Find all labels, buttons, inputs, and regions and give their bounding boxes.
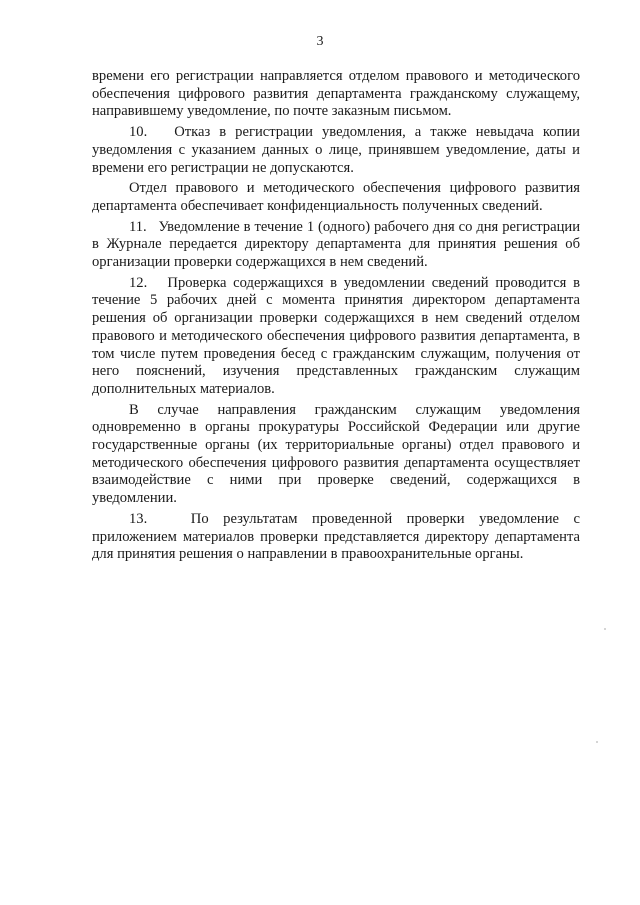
paragraph-continuation: времени его регистрации направляется отделом правового и методического обеспечения цифрового развития департамента гражданскому служащему, направившему уведомление, по почте заказным письмом.: [92, 68, 580, 120]
page-number: 3: [316, 34, 324, 49]
paragraph-prosecution-case: В случае направления гражданским служащим уведомления одновременно в органы прокуратуры Российской Федерации или другие государственные органы (их территориальные органы) отдел правового и методического обеспечения цифрового развития департамента осуществляет взаимодействие с ними при проверке сведений, содержащихся в уведомлении.: [92, 401, 580, 507]
paragraph-item-10: 10. Отказ в регистрации уведомления, а также невыдача копии уведомления с указанием данных о лице, принявшем уведомление, даты и времени его регистрации не допускаются.: [92, 124, 580, 176]
paragraph-item-12: 12. Проверка содержащихся в уведомлении сведений проводится в течение 5 рабочих дней с момента принятия директором департамента решения об организации проверки содержащихся в нем сведений отделом правового и методического обеспечения цифрового развития департамента, в том числе путем проведения бесед с гражданским служащим, получения от него пояснений, изучения представленных гражданским служащим дополнительных материалов.: [92, 274, 580, 397]
paragraph-item-11: 11. Уведомление в течение 1 (одного) рабочего дня со дня регистрации в Журнале передается директору департамента для принятия решения об организации проверки содержащихся в нем сведений.: [92, 218, 580, 271]
paragraph-item-13: 13. По результатам проведенной проверки уведомление с приложением материалов проверки представляется директору департамента для принятия решения о направлении в правоохранительные органы.: [92, 510, 580, 563]
scan-speck: [604, 628, 606, 630]
paragraph-confidentiality: Отдел правового и методического обеспечения цифрового развития департамента обеспечивает конфиденциальность полученных сведений.: [92, 180, 580, 214]
scan-speck: [596, 741, 598, 743]
document-body: [92, 68, 580, 564]
